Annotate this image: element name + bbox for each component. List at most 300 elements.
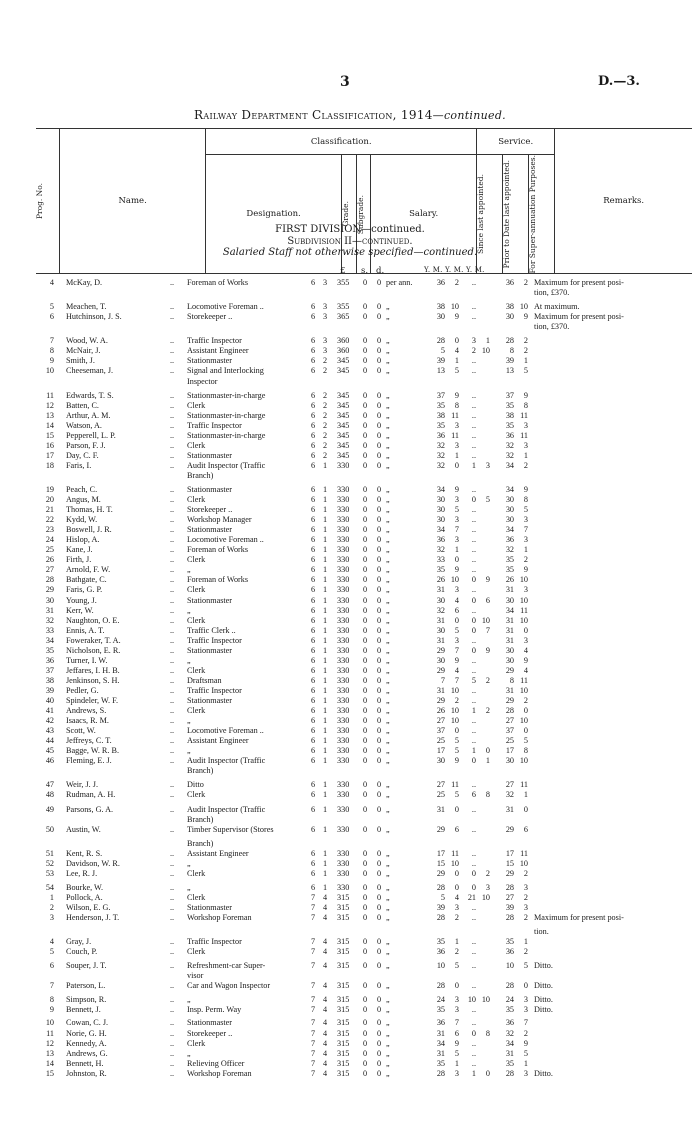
super-months-cell: 0 — [523, 726, 528, 736]
grade-cell: 6 — [311, 635, 316, 645]
prog-no: 48 — [45, 790, 54, 800]
subgrade-cell: 4 — [323, 947, 328, 957]
salary-pounds-cell: 315 — [337, 947, 350, 957]
salary-shillings-cell: 0 — [363, 892, 368, 902]
grade-cell: 7 — [311, 1005, 316, 1015]
subgrade-cell: 1 — [323, 545, 328, 555]
prior-years-cell: .. — [471, 440, 476, 450]
prior-years-cell: 0 — [471, 882, 476, 892]
since-years-cell: 31 — [436, 685, 445, 695]
grade-cell: 7 — [311, 1048, 316, 1058]
super-months-cell: 0 — [523, 804, 528, 814]
designation-cell: Clerk — [187, 868, 206, 878]
prior-years-cell: .. — [471, 981, 476, 991]
staff-heading: Salaried Staff not otherwise specified—continued. — [222, 247, 478, 258]
name-cell: Peach, C. — [66, 485, 98, 494]
prior-months-cell: 9 — [485, 575, 490, 585]
per-annum-cell: „ — [386, 410, 390, 420]
designation-cell: Clerk — [187, 555, 206, 565]
since-last-header: Since last appointed. — [475, 174, 485, 255]
grade-cell: 6 — [311, 515, 316, 525]
salary-pounds-cell: 330 — [337, 555, 350, 565]
superannuation-header: For Super-annuation Purposes. — [528, 155, 538, 274]
prior-months-cell: 2 — [485, 706, 490, 715]
prior-years-cell: .. — [471, 565, 476, 575]
salary-shillings-cell: 0 — [363, 1018, 368, 1028]
super-years-cell: 30 — [505, 655, 514, 665]
prog-no: 11 — [46, 390, 54, 400]
table-row — [0, 441, 700, 451]
salary-pence-cell: 0 — [377, 706, 382, 715]
salary-shillings-cell: 0 — [363, 495, 368, 504]
salary-pounds-cell: 315 — [337, 913, 350, 922]
per-annum-cell: „ — [386, 937, 390, 947]
super-years-cell: 17 — [505, 848, 514, 858]
name-cell: Isaacs, R. M. — [66, 716, 109, 726]
leader-dots: .. — [170, 961, 175, 971]
prog-no: 52 — [45, 858, 54, 868]
super-months-cell: 3 — [523, 1068, 528, 1078]
leader-dots: .. — [170, 790, 175, 800]
section-headings — [0, 224, 700, 259]
since-months-cell: 0 — [454, 882, 459, 892]
salary-pounds-cell: 315 — [337, 902, 350, 912]
table-row — [0, 849, 700, 859]
salary-pounds-cell: 355 — [337, 302, 350, 312]
leader-dots: .. — [170, 555, 175, 565]
grade-cell: 7 — [311, 892, 316, 902]
salary-pence-cell: 0 — [377, 430, 382, 440]
salary-shillings-cell: 0 — [363, 278, 368, 287]
remarks-cell: Maximum for present posi- — [534, 312, 624, 322]
prior-years-cell: .. — [471, 1018, 476, 1028]
super-years-cell: 35 — [505, 555, 514, 565]
since-months-cell: 0 — [454, 804, 459, 814]
grade-cell: 6 — [311, 410, 316, 420]
subgrade-cell: 1 — [323, 696, 328, 705]
salary-pence-cell: 0 — [377, 625, 382, 635]
prog-no: 51 — [45, 848, 54, 858]
grade-cell: 7 — [311, 937, 316, 947]
designation-cell: Stationmaster-in-charge — [187, 430, 266, 440]
subgrade-cell: 3 — [323, 346, 328, 356]
remarks-cell: Ditto. — [534, 981, 553, 991]
prior-months-cell: 0 — [485, 1068, 490, 1078]
super-months-cell: 0 — [523, 706, 528, 715]
grade-cell: 7 — [311, 1028, 316, 1038]
prior-months-cell: 9 — [485, 645, 490, 655]
super-months-cell: 3 — [523, 585, 528, 595]
leader-dots: .. — [170, 726, 175, 736]
super-years-cell: 31 — [505, 804, 514, 814]
name-cell: Jeffreys, C. T. — [66, 736, 112, 746]
super-months-cell: 2 — [523, 336, 528, 346]
salary-pence-cell: 0 — [377, 981, 382, 991]
leader-dots: .. — [170, 913, 175, 922]
leader-dots: .. — [170, 675, 175, 685]
subgrade-cell: 4 — [323, 1028, 328, 1038]
salary-pence-cell: 0 — [377, 302, 382, 312]
prior-years-cell: .. — [471, 450, 476, 460]
salary-pounds-cell: 330 — [337, 696, 350, 705]
super-months-cell: 2 — [523, 346, 528, 356]
salary-shillings-cell: 0 — [363, 625, 368, 635]
super-years-cell: 31 — [505, 635, 514, 645]
super-months-cell: 11 — [520, 780, 528, 790]
prog-no: 41 — [45, 706, 54, 715]
since-years-cell: 15 — [436, 858, 445, 868]
salary-pence-cell: 0 — [377, 1028, 382, 1038]
since-years-cell: 31 — [436, 804, 445, 814]
name-cell: Kennedy, A. — [66, 1038, 107, 1048]
super-months-cell: 10 — [519, 858, 528, 868]
salary-pounds-cell: 330 — [337, 615, 350, 625]
title-continued: —continued. — [432, 109, 506, 122]
since-months-cell: 3 — [454, 995, 459, 1005]
since-months-cell: 0 — [454, 981, 459, 991]
super-months-cell: 10 — [519, 685, 528, 695]
designation-cell: Foreman of Works — [187, 278, 249, 287]
subgrade-cell: 1 — [323, 645, 328, 655]
super-months-cell: 9 — [523, 1038, 528, 1048]
super-years-cell: 34 — [505, 485, 514, 494]
super-years-cell: 28 — [505, 1068, 514, 1078]
name-cell: Cheeseman, J. — [66, 366, 114, 376]
super-years-cell: 27 — [505, 780, 514, 790]
subgrade-cell: 1 — [323, 515, 328, 525]
salary-shillings-cell: 0 — [363, 346, 368, 356]
prog-no: 45 — [45, 746, 54, 756]
salary-pence-cell: 0 — [377, 312, 382, 322]
super-months-cell: 2 — [523, 947, 528, 957]
prior-months-cell: 10 — [481, 995, 490, 1005]
remarks-cell: Maximum for present posi- — [534, 278, 624, 287]
salary-pence-cell: 0 — [377, 495, 382, 504]
subgrade-cell: 1 — [323, 555, 328, 565]
designation-cell: Stationmaster — [187, 1018, 233, 1028]
since-years-cell: 27 — [436, 780, 445, 790]
prior-years-cell: 5 — [471, 675, 476, 685]
salary-pence-cell: 0 — [377, 420, 382, 430]
prog-no: 27 — [45, 565, 54, 575]
grade-cell: 6 — [311, 858, 316, 868]
per-annum-cell: „ — [386, 981, 390, 991]
prior-years-cell: .. — [471, 525, 476, 535]
page-title — [0, 108, 700, 122]
subgrade-cell: 2 — [323, 400, 328, 410]
grade-cell: 6 — [311, 390, 316, 400]
salary-shillings-cell: 0 — [363, 515, 368, 525]
grade-cell: 6 — [311, 565, 316, 575]
salary-pence-cell: 0 — [377, 410, 382, 420]
name-cell: Turner, I. W. — [66, 655, 108, 665]
name-cell: Wood, W. A. — [66, 336, 108, 346]
since-months-cell: 4 — [454, 665, 459, 675]
designation-cell: „ — [187, 1048, 191, 1058]
salary-pounds-cell: 345 — [337, 356, 350, 366]
designation-cell: Foreman of Works — [187, 545, 249, 555]
super-months-cell: 3 — [523, 420, 528, 430]
since-months-cell: 7 — [454, 645, 459, 655]
salary-pence-cell: 0 — [377, 848, 382, 858]
leader-dots: .. — [170, 565, 175, 575]
salary-pounds-cell: 315 — [337, 1058, 350, 1068]
name-header: Name. — [59, 129, 206, 274]
leader-dots: .. — [170, 824, 175, 834]
subgrade-cell: 1 — [323, 635, 328, 645]
prior-months-cell: 10 — [481, 615, 490, 625]
per-annum-cell: „ — [386, 645, 390, 655]
prior-years-cell: .. — [471, 1038, 476, 1048]
super-months-cell: 11 — [520, 675, 528, 685]
prior-years-cell: .. — [471, 635, 476, 645]
since-years-cell: 35 — [436, 420, 445, 430]
since-months-cell: 11 — [451, 430, 459, 440]
leader-dots: .. — [170, 312, 175, 322]
prog-no: 47 — [45, 780, 54, 790]
table-row — [0, 575, 700, 585]
super-years-cell: 10 — [505, 961, 514, 971]
since-years-cell: 29 — [436, 824, 445, 834]
name-cell: Bennett, H. — [66, 1058, 104, 1068]
since-years-cell: 31 — [436, 1048, 445, 1058]
name-cell: Faris, I. — [66, 460, 92, 470]
super-years-cell: 27 — [505, 892, 514, 902]
super-years-cell: 27 — [505, 716, 514, 726]
prog-no: 42 — [45, 716, 54, 726]
grade-cell: 6 — [311, 756, 316, 766]
since-months-cell: 1 — [454, 1058, 459, 1068]
table-row — [0, 686, 700, 696]
prior-years-cell: .. — [471, 716, 476, 726]
salary-pounds-cell: 360 — [337, 336, 350, 346]
leader-dots: .. — [170, 685, 175, 695]
salary-pence-cell: 0 — [377, 892, 382, 902]
super-years-cell: 30 — [505, 515, 514, 525]
salary-pounds-cell: 330 — [337, 716, 350, 726]
subgrade-cell: 2 — [323, 440, 328, 450]
grade-cell: 6 — [311, 450, 316, 460]
name-cell: Norie, G. H. — [66, 1028, 107, 1038]
table-row — [0, 515, 700, 525]
remarks-cell: Ditto. — [534, 1068, 553, 1078]
salary-pounds-cell: 315 — [337, 937, 350, 947]
salary-shillings-cell: 0 — [363, 410, 368, 420]
table-row — [0, 913, 700, 923]
prog-no: 32 — [45, 615, 54, 625]
subgrade-cell: 1 — [323, 716, 328, 726]
salary-pence-cell: 0 — [377, 440, 382, 450]
salary-shillings-cell: 0 — [363, 882, 368, 892]
salary-shillings-cell: 0 — [363, 430, 368, 440]
salary-pence-cell: 0 — [377, 525, 382, 535]
prior-years-cell: .. — [471, 858, 476, 868]
since-months-cell: 11 — [451, 848, 459, 858]
table-row — [0, 565, 700, 575]
since-years-cell: 39 — [436, 356, 445, 366]
subgrade-cell: 1 — [323, 848, 328, 858]
table-row — [0, 981, 700, 991]
salary-pounds-cell: 330 — [337, 575, 350, 585]
per-annum-cell: „ — [386, 420, 390, 430]
super-years-cell: 13 — [505, 366, 514, 376]
classification-header: Classification. — [206, 129, 477, 155]
grade-cell: 6 — [311, 645, 316, 655]
salary-pence-cell: 0 — [377, 535, 382, 545]
since-months-cell: 3 — [454, 515, 459, 525]
name-cell: Henderson, J. T. — [66, 913, 120, 922]
salary-pounds-cell: 330 — [337, 780, 350, 790]
salary-pounds-cell: 330 — [337, 585, 350, 595]
pound-unit: £ — [340, 266, 346, 276]
per-annum-cell: „ — [386, 848, 390, 858]
salary-shillings-cell: 0 — [363, 525, 368, 535]
super-months-cell: 3 — [523, 995, 528, 1005]
table-row — [0, 656, 700, 666]
leader-dots: .. — [170, 882, 175, 892]
leader-dots: .. — [170, 902, 175, 912]
prior-years-cell: 0 — [471, 575, 476, 585]
table-row — [0, 451, 700, 461]
since-years-cell: 30 — [436, 495, 445, 504]
per-annum-cell: „ — [386, 430, 390, 440]
grade-cell: 6 — [311, 366, 316, 376]
leader-dots: .. — [170, 995, 175, 1005]
super-months-cell: 6 — [523, 824, 528, 834]
salary-pounds-cell: 355 — [337, 278, 350, 287]
salary-pounds-cell: 330 — [337, 848, 350, 858]
name-cell: Bagge, W. R. B. — [66, 746, 119, 756]
leader-dots: .. — [170, 420, 175, 430]
prog-no: 29 — [45, 585, 54, 595]
leader-dots: .. — [170, 366, 175, 376]
pence-unit: d. — [376, 266, 385, 276]
grade-header: Grade. — [340, 201, 350, 228]
since-months-cell: 0 — [454, 868, 459, 878]
grade-cell: 7 — [311, 995, 316, 1005]
super-years-cell: 30 — [505, 645, 514, 655]
super-years-cell: 31 — [505, 585, 514, 595]
salary-pence-cell: 0 — [377, 450, 382, 460]
subgrade-cell: 4 — [323, 937, 328, 947]
prior-years-cell: .. — [471, 400, 476, 410]
since-months-cell: 3 — [454, 1005, 459, 1015]
per-annum-cell: „ — [386, 655, 390, 665]
designation-cell: „ — [187, 565, 191, 575]
designation-cell: Relieving Officer — [187, 1058, 245, 1068]
super-years-cell: 29 — [505, 868, 514, 878]
grade-cell: 6 — [311, 312, 316, 322]
salary-pence-cell: 0 — [377, 913, 382, 922]
super-months-cell: 5 — [523, 1048, 528, 1058]
per-annum-cell: „ — [386, 356, 390, 366]
salary-pounds-cell: 330 — [337, 824, 350, 834]
designation-cell: Stationmaster — [187, 696, 233, 705]
per-annum-cell: „ — [386, 1058, 390, 1068]
prog-no: 33 — [45, 625, 54, 635]
since-years-cell: 26 — [436, 575, 445, 585]
per-annum-cell: „ — [386, 625, 390, 635]
since-months-cell: 0 — [454, 726, 459, 736]
name-cell: Nicholson, E. R. — [66, 645, 121, 655]
grade-cell: 6 — [311, 278, 316, 287]
salary-shillings-cell: 0 — [363, 685, 368, 695]
super-years-cell: 30 — [505, 495, 514, 504]
prog-no: 13 — [45, 1048, 54, 1058]
grade-cell: 7 — [311, 947, 316, 957]
since-months-cell: 4 — [454, 346, 459, 356]
prior-years-cell: 2 — [471, 346, 476, 356]
prior-years-cell: 0 — [471, 645, 476, 655]
name-cell: Pollock, A. — [66, 892, 103, 902]
prog-no: 11 — [46, 1028, 54, 1038]
grade-cell: 6 — [311, 585, 316, 595]
prog-no: 6 — [49, 312, 54, 322]
table-row — [0, 961, 700, 971]
per-annum-cell: „ — [386, 346, 390, 356]
salary-pounds-cell: 345 — [337, 390, 350, 400]
super-years-cell: 31 — [505, 1048, 514, 1058]
table-row — [0, 278, 700, 288]
salary-pounds-cell: 330 — [337, 485, 350, 494]
table-row — [0, 815, 700, 825]
prior-months-cell: 0 — [485, 746, 490, 756]
table-row — [0, 756, 700, 766]
subgrade-cell: 1 — [323, 675, 328, 685]
grade-cell: 6 — [311, 716, 316, 726]
designation-cell: Inspector — [187, 376, 218, 386]
subgrade-cell: 1 — [323, 525, 328, 535]
leader-dots: .. — [170, 716, 175, 726]
since-years-cell: 28 — [436, 913, 445, 922]
subgrade-cell: 2 — [323, 390, 328, 400]
prior-months-cell: 3 — [485, 460, 490, 470]
name-cell: Edwards, T. S. — [66, 390, 114, 400]
subgrade-cell: 4 — [323, 1005, 328, 1015]
per-annum-cell: „ — [386, 858, 390, 868]
prior-years-cell: .. — [471, 1048, 476, 1058]
subgrade-cell: 1 — [323, 605, 328, 615]
table-row — [0, 937, 700, 947]
grade-cell: 7 — [311, 1068, 316, 1078]
super-months-cell: 5 — [523, 961, 528, 971]
since-months-cell: 3 — [454, 585, 459, 595]
table-row — [0, 1005, 700, 1015]
table-row — [0, 971, 700, 981]
grade-cell: 7 — [311, 902, 316, 912]
since-months-cell: 3 — [454, 902, 459, 912]
leader-dots: .. — [170, 410, 175, 420]
name-cell: Boswell, J. R. — [66, 525, 112, 535]
name-cell: Parson, F. J. — [66, 440, 106, 450]
subgrade-cell: 2 — [323, 410, 328, 420]
since-months-cell: 0 — [454, 460, 459, 470]
super-years-cell: 32 — [505, 545, 514, 555]
designation-cell: Timber Supervisor (Stores — [187, 824, 274, 834]
name-cell: Thomas, H. T. — [66, 505, 113, 515]
subgrade-cell: 2 — [323, 420, 328, 430]
salary-pounds-cell: 315 — [337, 1028, 350, 1038]
since-months-cell: 1 — [454, 356, 459, 366]
grade-cell: 6 — [311, 302, 316, 312]
super-years-cell: 28 — [505, 882, 514, 892]
grade-cell: 6 — [311, 525, 316, 535]
prior-years-cell: 21 — [467, 892, 476, 902]
table-row — [0, 995, 700, 1005]
salary-shillings-cell: 0 — [363, 655, 368, 665]
table-row — [0, 883, 700, 893]
super-months-cell: 4 — [523, 645, 528, 655]
